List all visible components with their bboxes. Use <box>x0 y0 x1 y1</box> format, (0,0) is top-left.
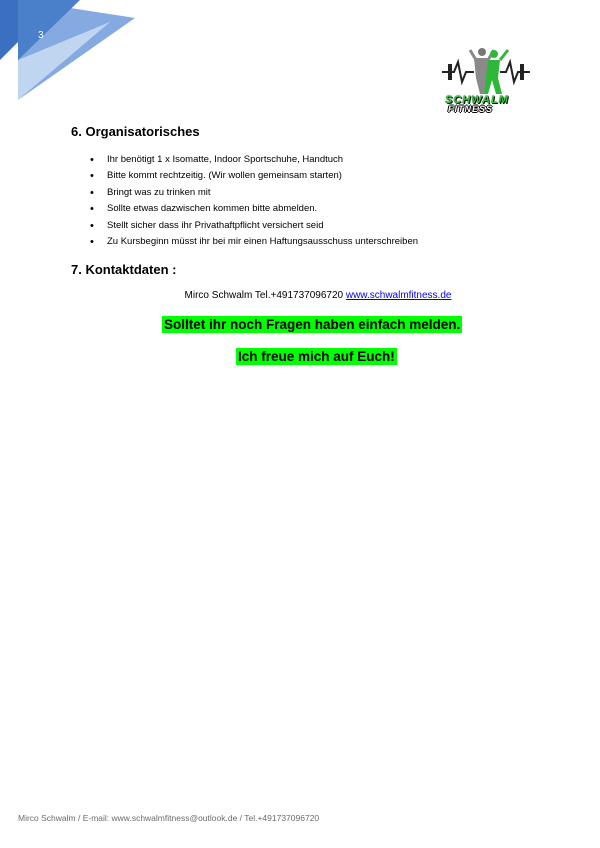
list-item: • Stellt sicher dass ihr Privathaftpflicht versichert seid <box>90 218 418 234</box>
section-6-heading: 6. Organisatorisches <box>71 124 200 139</box>
website-link[interactable]: www.schwalmfitness.de <box>345 290 452 301</box>
corner-decoration <box>0 0 140 105</box>
page-number: 3 <box>38 30 44 41</box>
list-item: • Zu Kursbeginn müsst ihr bei mir einen Haftungsausschuss unterschreiben <box>90 234 418 250</box>
list-item: • Bringt was zu trinken mit <box>90 185 418 201</box>
logo-text-schwalm: SCHWALM <box>445 94 509 106</box>
contact-line <box>0 290 600 301</box>
organisation-list <box>90 152 418 250</box>
contact-text: Mirco Schwalm Tel.+491737096720 <box>184 290 346 301</box>
list-item: • Sollte etwas dazwischen kommen bitte abmelden. <box>90 201 418 217</box>
logo-text-fitness: FITNESS <box>448 104 494 114</box>
section-7-heading: 7. Kontaktdaten : <box>71 262 177 277</box>
list-item: • Ihr benötigt 1 x Isomatte, Indoor Sportschuhe, Handtuch <box>90 152 418 168</box>
list-item: • Bitte kommt rechtzeitig. (Wir wollen gemeinsam starten) <box>90 168 418 184</box>
page-footer: Mirco Schwalm / E-mail: www.schwalmfitness@outlook.de / Tel.+491737096720 <box>18 813 320 823</box>
highlight-greeting: Ich freue mich auf Euch! <box>238 349 395 364</box>
highlight-questions: Solltet ihr noch Fragen haben einfach melden. <box>164 317 461 332</box>
